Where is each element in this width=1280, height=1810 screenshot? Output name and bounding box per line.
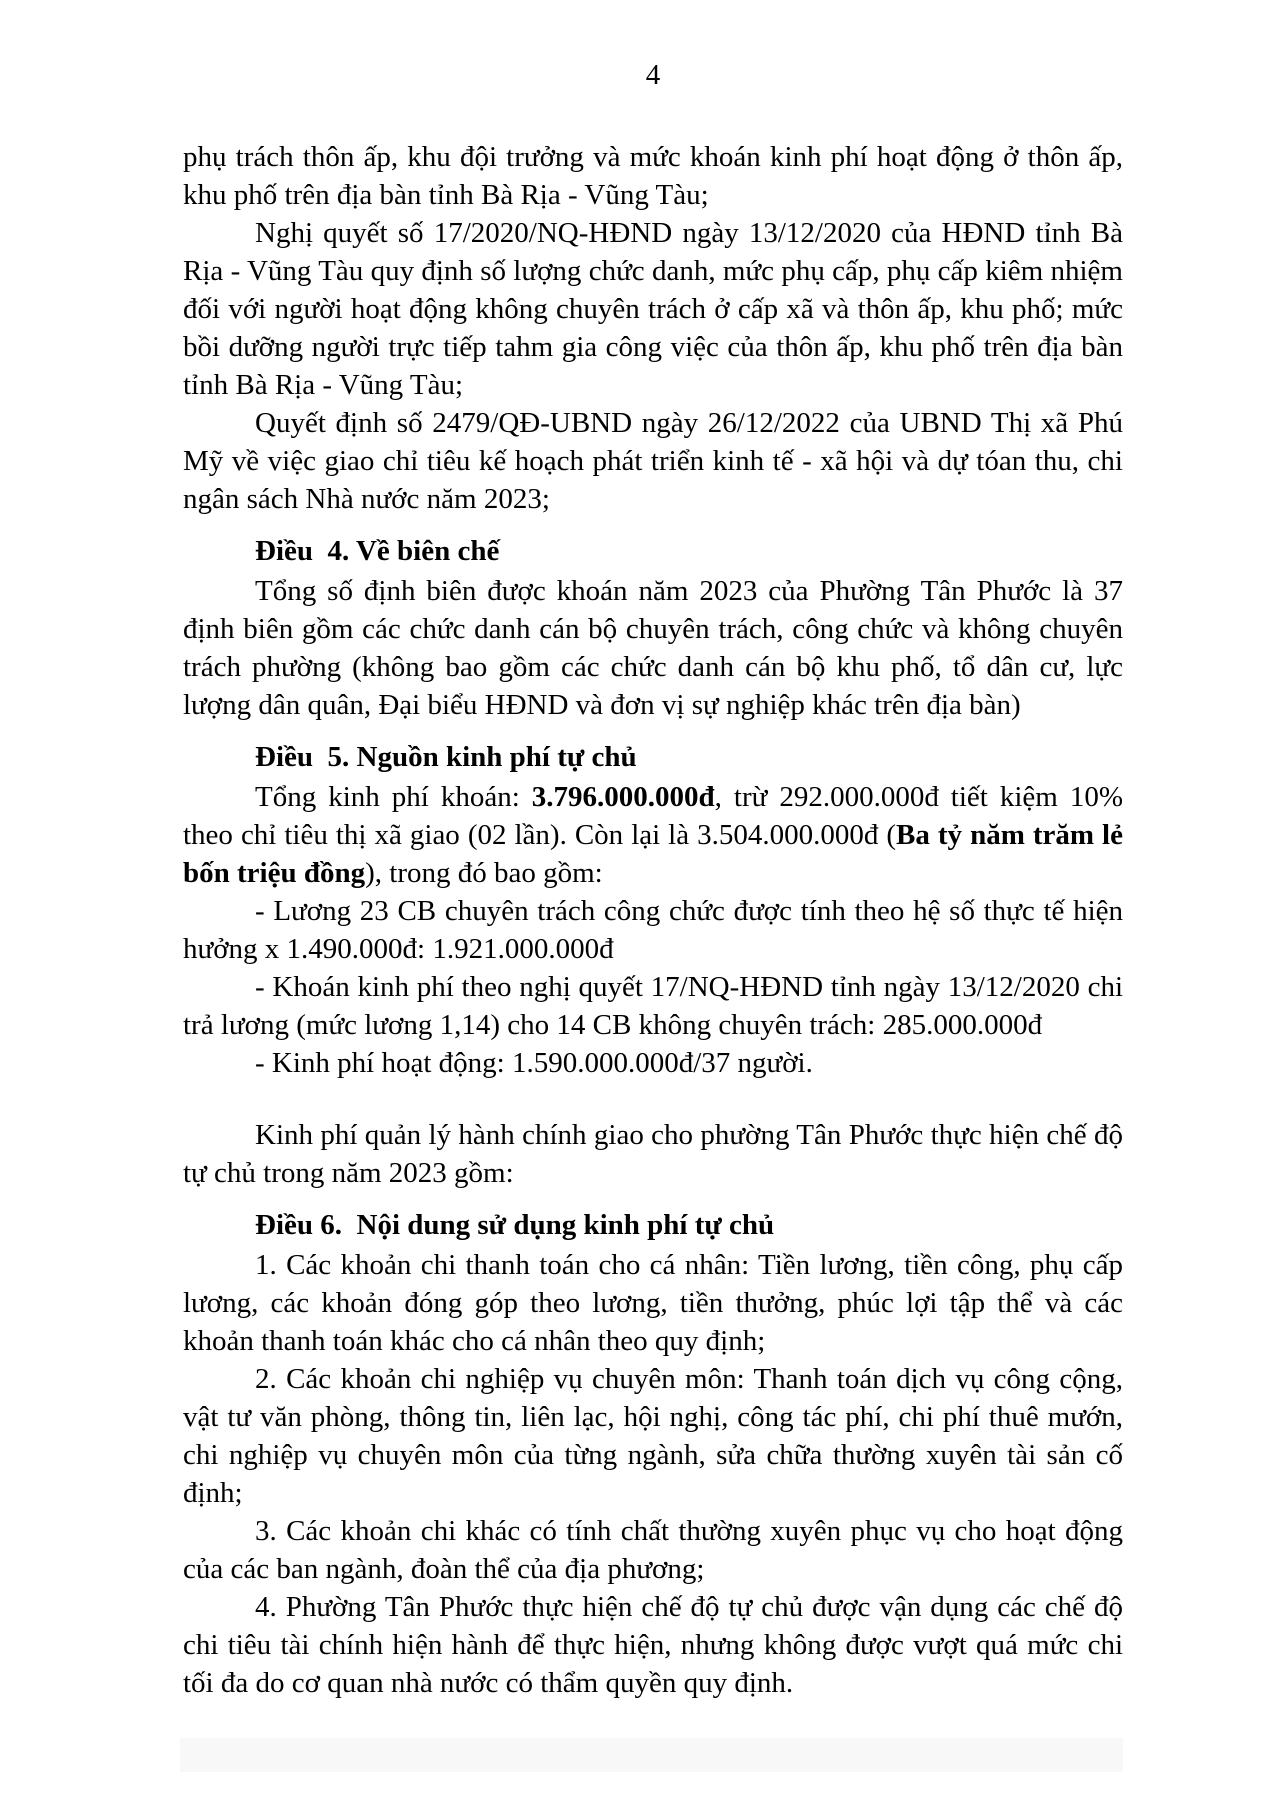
text-run: , trừ 292.000.000đ tiết kiệm 10% theo chỉ tiêu thị xã giao (02 lần). Còn lại là 3.504.000.000đ ( bbox=[183, 781, 1123, 851]
blank-line bbox=[183, 1082, 1123, 1116]
page-number: 4 bbox=[645, 59, 661, 91]
paragraph-kinh-phi-quan-ly: Kinh phí quản lý hành chính giao cho phường Tân Phước thực hiện chế độ tự chủ trong năm 2023 gồm: bbox=[183, 1119, 1123, 1189]
list-item-kinh-phi-hoat-dong: - Kinh phí hoạt động: 1.590.000.000đ/37 người. bbox=[255, 1047, 813, 1079]
document-body bbox=[183, 138, 1123, 1702]
bold-total-amount: 3.796.000.000đ bbox=[531, 781, 715, 813]
heading-dieu-6: Điều 6. Nội dung sử dụng kinh phí tự chủ bbox=[255, 1209, 775, 1241]
paragraph-continuation: phụ trách thôn ấp, khu đội trưởng và mức khoán kinh phí hoạt động ở thôn ấp, khu phố trên địa bàn tỉnh Bà Rịa - Vũng Tàu; bbox=[183, 141, 1123, 211]
paragraph-quyet-dinh-2479: Quyết định số 2479/QĐ-UBND ngày 26/12/2022 của UBND Thị xã Phú Mỹ về việc giao chỉ tiêu kế hoạch phát triển kinh tế - xã hội và dự tóan thu, chi ngân sách Nhà nước năm 2023; bbox=[183, 407, 1123, 515]
list-item-khoan-kinh-phi: - Khoán kinh phí theo nghị quyết 17/NQ-HĐND tỉnh ngày 13/12/2020 chi trả lương (mức lương 1,14) cho 14 CB không chuyên trách: 285.000.000đ bbox=[183, 971, 1123, 1041]
paragraph-item-3: 3. Các khoản chi khác có tính chất thường xuyên phục vụ cho hoạt động của các ban ngành, đoàn thể của địa phương; bbox=[183, 1515, 1123, 1585]
heading-dieu-5: Điều 5. Nguồn kinh phí tự chủ bbox=[255, 741, 637, 773]
paragraph-tong-kinh-phi bbox=[183, 778, 1123, 892]
heading-dieu-4: Điều 4. Về biên chế bbox=[255, 535, 500, 567]
text-run: ), trong đó bao gồm: bbox=[365, 857, 603, 889]
bold-amount-in-words: Ba tỷ năm trăm lẻ bốn triệu đồng bbox=[183, 819, 1123, 889]
paragraph-nghi-quyet-17-2020: Nghị quyết số 17/2020/NQ-HĐND ngày 13/12/2020 của HĐND tỉnh Bà Rịa - Vũng Tàu quy định số lượng chức danh, mức phụ cấp, phụ cấp kiêm nhiệm đối với người hoạt động không chuyên trách ở cấp xã và thôn ấp, khu phố; mức bồi dưỡng người trực tiếp tahm gia công việc của thôn ấp, khu phố trên địa bàn tỉnh Bà Rịa - Vũng Tàu; bbox=[183, 217, 1123, 401]
footer-bar bbox=[180, 1738, 1123, 1772]
list-item-luong-cb: - Lương 23 CB chuyên trách công chức được tính theo hệ số thực tế hiện hưởng x 1.490.000đ: 1.921.000.000đ bbox=[183, 895, 1123, 965]
paragraph-bien-che: Tổng số định biên được khoán năm 2023 của Phường Tân Phước là 37 định biên gồm các chức danh cán bộ chuyên trách, công chức và không chuyên trách phường (không bao gồm các chức danh cán bộ khu phố, tổ dân cư, lực lượng dân quân, Đại biểu HĐND và đơn vị sự nghiệp khác trên địa bàn) bbox=[183, 575, 1123, 721]
paragraph-item-4: 4. Phường Tân Phước thực hiện chế độ tự chủ được vận dụng các chế độ chi tiêu tài chính hiện hành để thực hiện, nhưng không được vượt quá mức chi tối đa do cơ quan nhà nước có thẩm quyền quy định. bbox=[183, 1591, 1123, 1699]
paragraph-item-1: 1. Các khoản chi thanh toán cho cá nhân: Tiền lương, tiền công, phụ cấp lương, các khoản đóng góp theo lương, tiền thưởng, phúc lợi tập thể và các khoản thanh toán khác cho cá nhân theo quy định; bbox=[183, 1249, 1123, 1357]
paragraph-item-2: 2. Các khoản chi nghiệp vụ chuyên môn: Thanh toán dịch vụ công cộng, vật tư văn phòng, thông tin, liên lạc, hội nghị, công tác phí, chi phí thuê mướn, chi nghiệp vụ chuyên môn của từng ngành, sửa chữa thường xuyên tài sản cố định; bbox=[183, 1363, 1123, 1509]
text-run: Tổng kinh phí khoán: bbox=[255, 781, 532, 813]
